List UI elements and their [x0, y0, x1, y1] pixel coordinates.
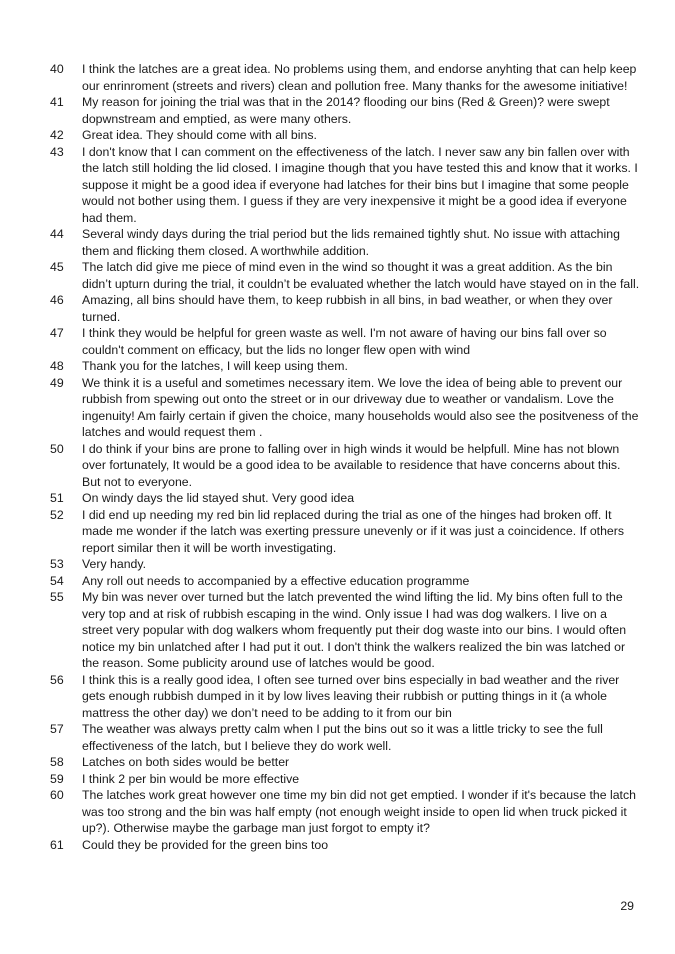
- response-text: I think this is a really good idea, I often see turned over bins especially in bad weather and the river gets enough rubbish dumped in it by low lives leaving their rubbish or putting things in it (a whole mattress the other day) we don’t need to be adding to it from our bin: [82, 672, 620, 720]
- response-item: [50, 375, 640, 441]
- response-text: Great idea. They should come with all bins.: [82, 128, 317, 142]
- response-item: [50, 358, 640, 375]
- response-text: On windy days the lid stayed shut. Very good idea: [82, 491, 355, 505]
- response-text: I think 2 per bin would be more effective: [82, 771, 300, 786]
- response-text: Very handy.: [82, 557, 147, 571]
- response-item: [50, 771, 640, 788]
- response-item: [50, 61, 640, 94]
- response-text: The latch did give me piece of mind even in the wind so thought it was a great addition. As the bin didn’t upturn during the trial, it couldn’t be evaluated whether the latch would have stayed on in the fall.: [82, 260, 640, 291]
- response-text: My bin was never over turned but the latch prevented the wind lifting the lid. My bins often full to the very top and at risk of rubbish escaping in the wind. Only issue I had was dog walkers. I live on a street very popular with dog walkers whom frequently put their dog waste into our bins. I would often notice my bin unlatched after I had put it out. I don't think the walkers realized the bin was latched or the reason. Some publicity around use of latches would be good.: [82, 590, 627, 670]
- response-text: Thank you for the latches, I will keep using them.: [82, 359, 348, 373]
- response-text: Latches on both sides would be better: [82, 755, 290, 769]
- response-number: 56: [50, 672, 64, 687]
- response-number: 57: [50, 722, 64, 736]
- response-item: [50, 672, 640, 722]
- response-item: [50, 837, 640, 854]
- response-number: 55: [50, 590, 64, 604]
- response-number: 54: [50, 573, 64, 588]
- response-item: [50, 127, 640, 144]
- response-text: We think it is a useful and sometimes necessary item. We love the idea of being able to prevent our rubbish from spewing out onto the street or in our driveway due to weather or vandalism. Love the ingenuity! Am fairly certain if given the choice, many households would also see the positveness of the latches and would request them .: [82, 375, 639, 439]
- response-text: Several windy days during the trial period but the lids remained tightly shut. No issue with attaching them and flicking them closed. A worthwhile addition.: [82, 227, 620, 258]
- response-item: [50, 259, 640, 292]
- response-text: I did end up needing my red bin lid replaced during the trial as one of the hinges had broken off. It made me wonder if the latch was exerting pressure unevenly or if it was just a coincidence. If others report similar then it will be worth investigating.: [82, 507, 625, 555]
- response-item: [50, 507, 640, 557]
- response-item: [50, 441, 640, 491]
- response-item: [50, 721, 640, 754]
- response-text: I think they would be helpful for green waste as well. I'm not aware of having our bins fall over so couldn't comment on efficacy, but the lids no longer flew open with wind: [82, 326, 607, 357]
- response-number: 60: [50, 788, 64, 802]
- response-text: The latches work great however one time my bin did not get emptied. I wonder if it's because the latch was too strong and the bin was half empty (not enough weight inside to open lid when truck picked it up?). Otherwise maybe the garbage man just forgot to empty it?: [82, 788, 636, 835]
- response-number: 53: [50, 557, 64, 571]
- response-number: 40: [50, 62, 64, 76]
- response-item: [50, 754, 640, 771]
- response-number: 45: [50, 260, 64, 274]
- response-number: 41: [50, 95, 64, 109]
- response-number: 48: [50, 359, 64, 373]
- response-list: [50, 61, 640, 853]
- response-number: 42: [50, 128, 64, 142]
- response-item: [50, 787, 640, 837]
- response-item: [50, 144, 640, 227]
- response-number: 43: [50, 144, 64, 159]
- response-number: 61: [50, 837, 64, 852]
- response-item: [50, 226, 640, 259]
- response-number: 59: [50, 771, 64, 786]
- response-number: 58: [50, 755, 64, 769]
- response-item: [50, 292, 640, 325]
- response-item: [50, 573, 640, 590]
- response-text: I do think if your bins are prone to falling over in high winds it would be helpfull. Mine has not blown over fortunately, It would be a good idea to be available to residence that have concerns about this. But not to everyone.: [82, 441, 621, 489]
- response-number: 52: [50, 507, 64, 522]
- response-number: 44: [50, 227, 64, 241]
- response-text: Any roll out needs to accompanied by a effective education programme: [82, 573, 470, 588]
- response-number: 49: [50, 375, 64, 390]
- response-text: Amazing, all bins should have them, to keep rubbish in all bins, in bad weather, or when they over turned.: [82, 293, 613, 324]
- response-item: [50, 325, 640, 358]
- response-item: [50, 490, 640, 507]
- response-number: 51: [50, 491, 64, 505]
- response-number: 46: [50, 293, 64, 307]
- response-item: [50, 556, 640, 573]
- response-text: My reason for joining the trial was that in the 2014? flooding our bins (Red & Green)? were swept dopwnstream and emptied, as were many others.: [82, 95, 610, 126]
- page-number: 29: [620, 899, 634, 913]
- response-text: I don't know that I can comment on the effectiveness of the latch. I never saw any bin fallen over with the latch still holding the lid closed. I imagine though that you have tested this and know that it works. I suppose it might be a good idea if everyone had latches for their bins but I imagine that some people would not bother using them. I guess if they are very inexpensive it might be a good idea if everyone had them.: [82, 144, 638, 225]
- response-item: [50, 589, 640, 672]
- response-text: The weather was always pretty calm when I put the bins out so it was a little tricky to see the full effectiveness of the latch, but I believe they do work well.: [82, 722, 603, 753]
- response-text: I think the latches are a great idea. No problems using them, and endorse anyhting that can help keep our enrinroment (streets and rivers) clean and pollution free. Many thanks for the awesome initiative!: [82, 62, 637, 93]
- response-item: [50, 94, 640, 127]
- response-number: 50: [50, 441, 64, 456]
- response-text: Could they be provided for the green bins too: [82, 837, 329, 852]
- response-number: 47: [50, 326, 64, 340]
